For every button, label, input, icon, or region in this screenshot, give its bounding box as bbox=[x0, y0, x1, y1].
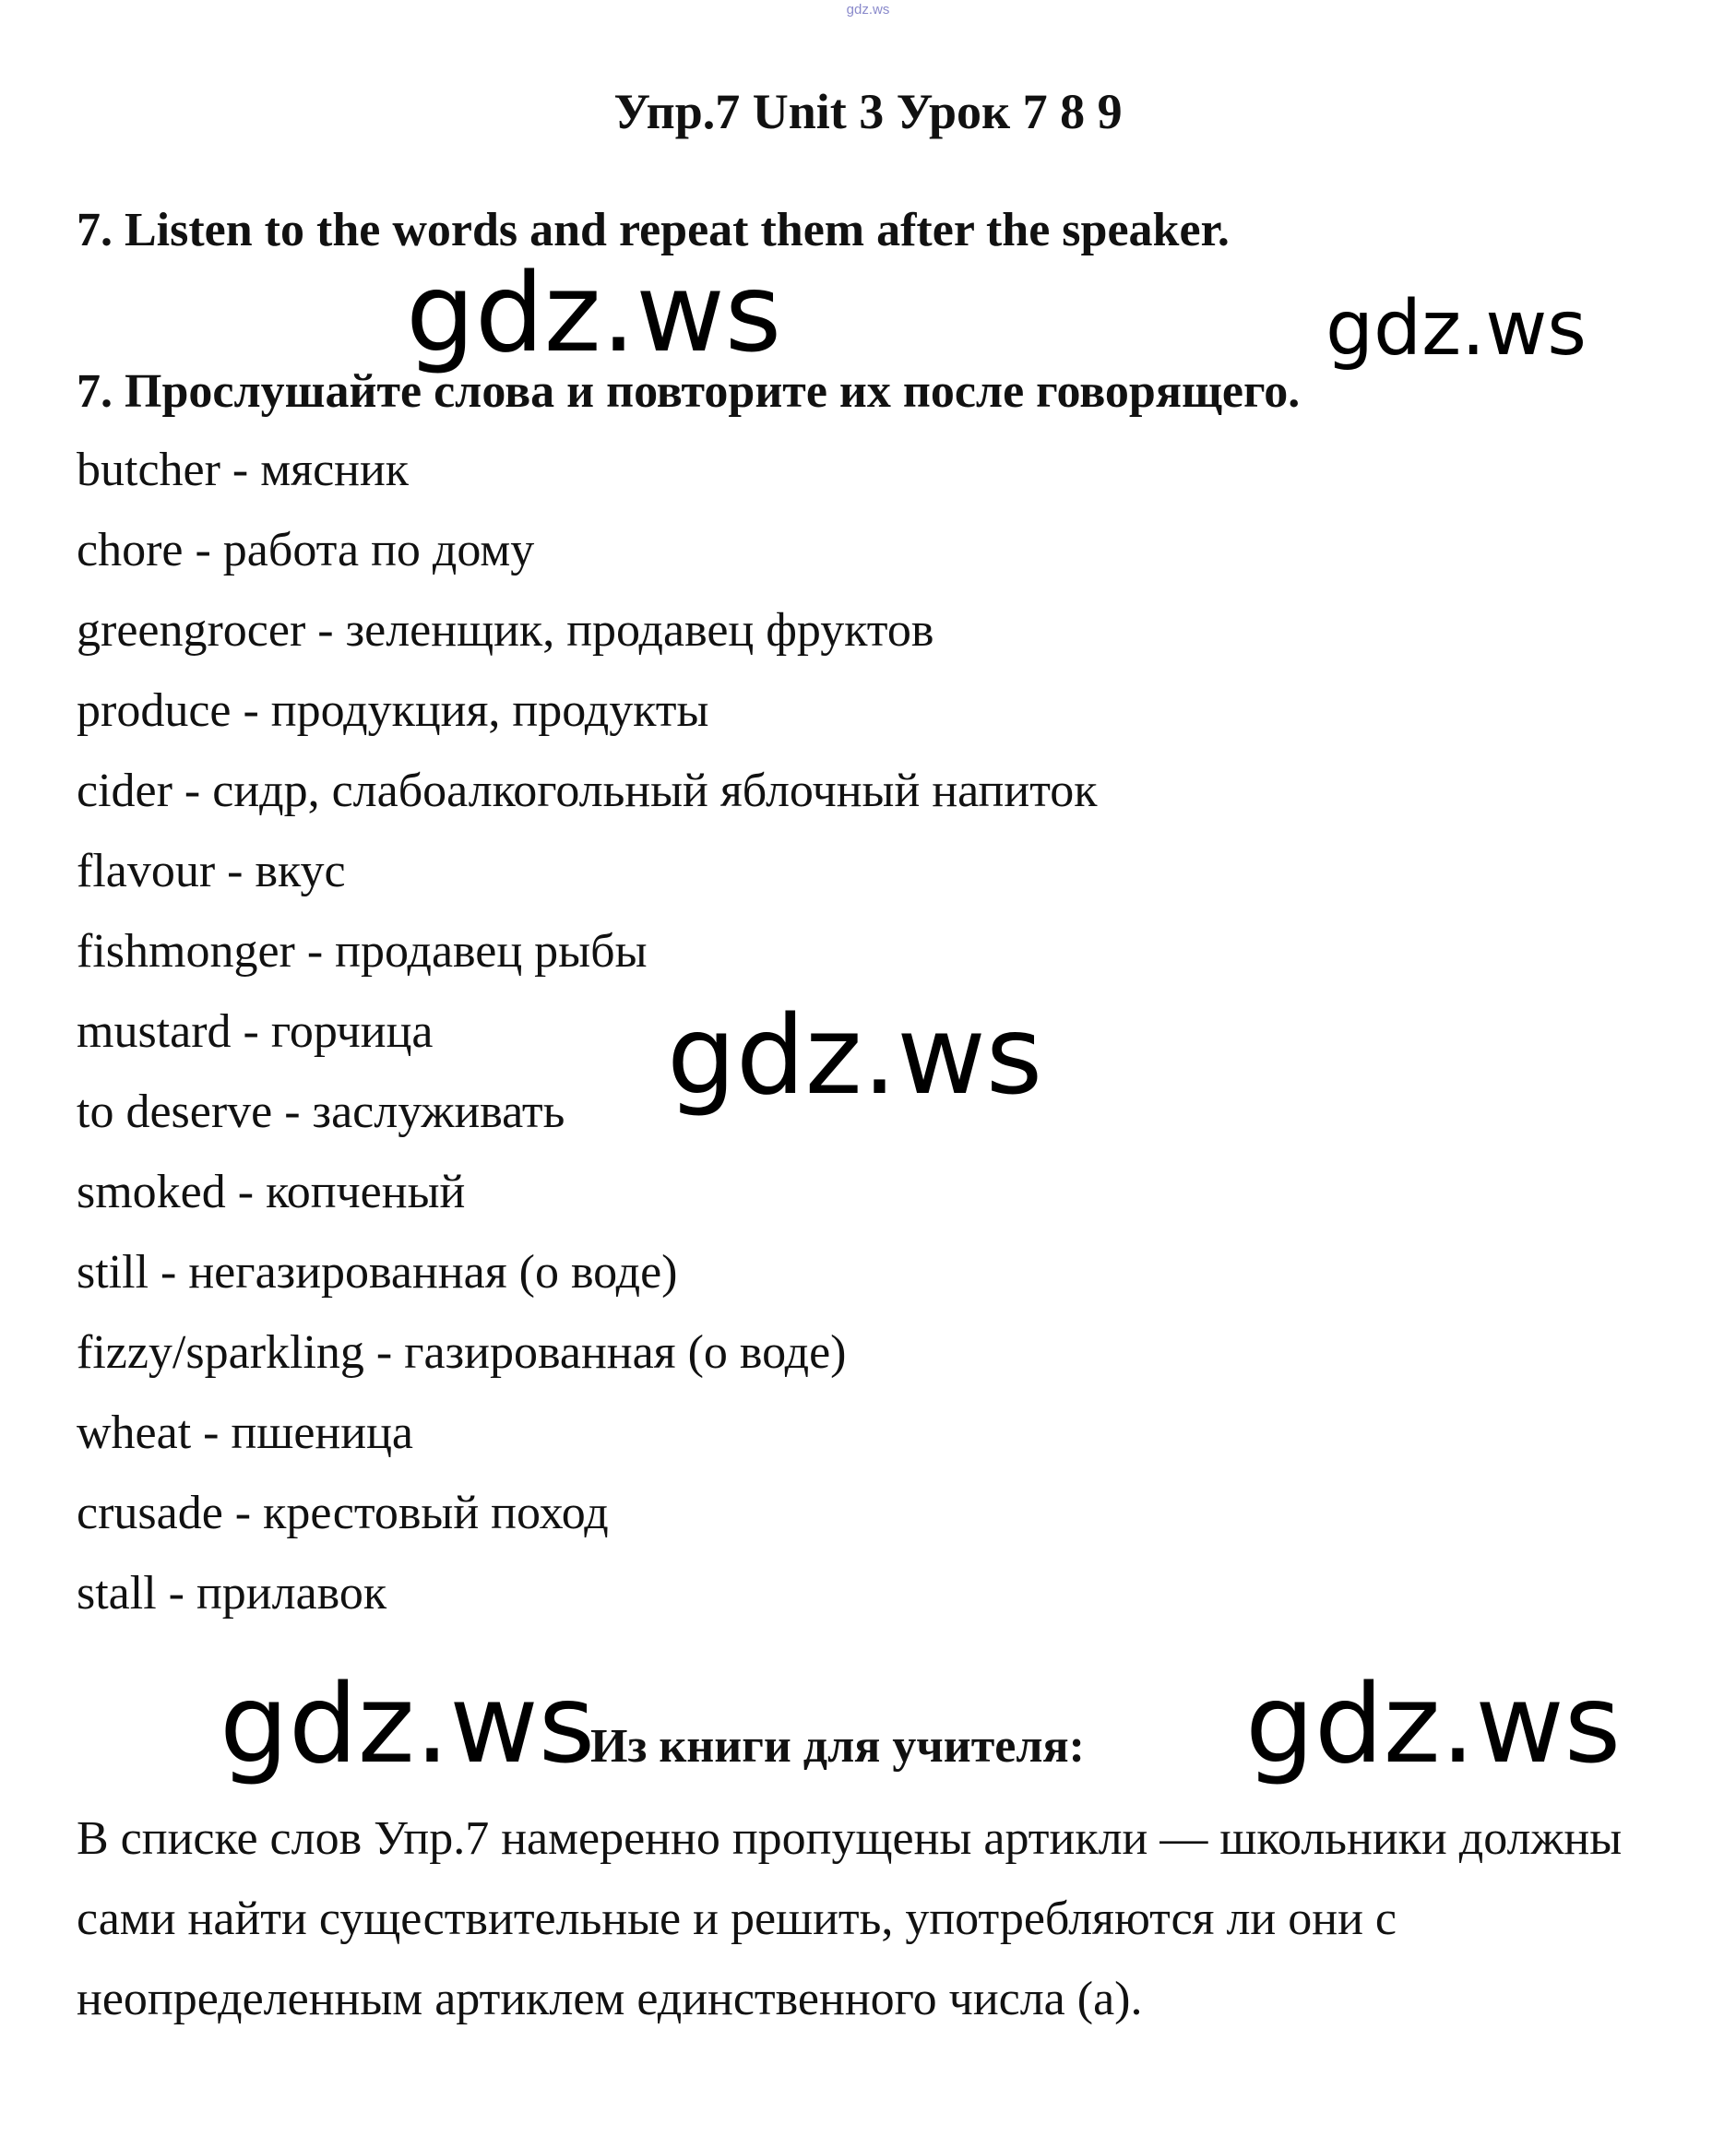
vocabulary-item-wheat: wheat - пшеница bbox=[77, 1406, 413, 1459]
vocabulary-item-deserve: to deserve - заслуживать bbox=[77, 1086, 565, 1138]
vocabulary-item-mustard: mustard - горчица bbox=[77, 1005, 434, 1058]
vocabulary-item-butcher: butcher - мясник bbox=[77, 444, 410, 496]
vocabulary-item-smoked: smoked - копченый bbox=[77, 1166, 466, 1218]
vocabulary-item-cider: cider - сидр, слабоалкогольный яблочный напиток bbox=[77, 765, 1098, 817]
watermark: gdz.ws bbox=[406, 249, 782, 376]
instruction-russian: 7. Прослушайте слова и повторите их после говорящего. bbox=[77, 365, 1301, 418]
watermark: gdz.ws bbox=[1245, 1660, 1622, 1787]
watermark: gdz.ws bbox=[220, 1660, 596, 1787]
vocabulary-item-stall: stall - прилавок bbox=[77, 1567, 387, 1620]
teacher-book-note: В списке слов Упр.7 намеренно пропущены артикли — школьники должны сами найти существительные и решить, употребляются ли они с неопределенным артиклем единственного числа (а). bbox=[77, 1812, 1623, 2025]
vocabulary-item-chore: chore - работа по дому bbox=[77, 524, 535, 576]
vocabulary-item-fizzy: fizzy/sparkling - газированная (о воде) bbox=[77, 1326, 847, 1379]
vocabulary-item-produce: produce - продукция, продукты bbox=[77, 684, 709, 737]
page-title: Упр.7 Unit 3 Урок 7 8 9 bbox=[613, 84, 1123, 139]
instruction-english: 7. Listen to the words and repeat them after the speaker. bbox=[77, 204, 1230, 256]
teacher-book-heading: Из книги для учителя: bbox=[590, 1720, 1085, 1773]
site-mark: gdz.ws bbox=[846, 2, 890, 18]
vocabulary-item-still: still - негазированная (о воде) bbox=[77, 1246, 678, 1299]
vocabulary-item-greengrocer: greengrocer - зеленщик, продавец фруктов bbox=[77, 604, 934, 657]
vocabulary-item-crusade: crusade - крестовый поход bbox=[77, 1487, 609, 1539]
watermark: gdz.ws bbox=[667, 991, 1043, 1119]
vocabulary-item-flavour: flavour - вкус bbox=[77, 845, 346, 897]
watermark: gdz.ws bbox=[1326, 285, 1587, 373]
vocabulary-item-fishmonger: fishmonger - продавец рыбы bbox=[77, 925, 648, 978]
